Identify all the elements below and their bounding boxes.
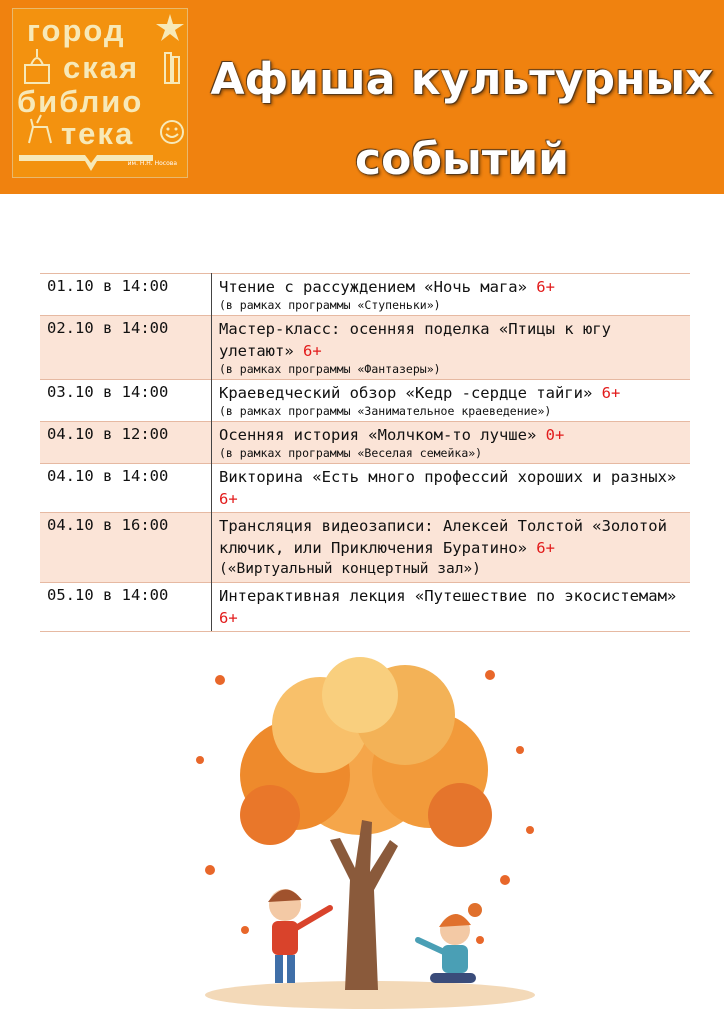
- event-date: 04.10 в 14:00: [40, 464, 212, 513]
- event-note: (в рамках программы «Веселая семейка»): [219, 446, 483, 460]
- logo-line-2: ская: [63, 50, 140, 85]
- event-cell: [212, 583, 691, 632]
- event-cell: [212, 380, 691, 422]
- event-title: Викторина «Есть много профессий хороших и разных»: [219, 468, 677, 486]
- event-title: Осенняя история «Молчком-то лучше»: [219, 426, 537, 444]
- table-row: [40, 464, 690, 513]
- logo-line-3: библио: [17, 84, 144, 119]
- event-cell: [212, 316, 691, 380]
- event-cell: [212, 464, 691, 513]
- table-row: [40, 380, 690, 422]
- age-rating: 6+: [303, 342, 322, 360]
- table-row: [40, 583, 690, 632]
- event-date: 02.10 в 14:00: [40, 316, 212, 380]
- logo-subtitle: им. Н.Н. Носова: [127, 160, 177, 167]
- table-row: [40, 274, 690, 316]
- age-rating: 6+: [536, 278, 555, 296]
- books-icon: [163, 49, 187, 85]
- event-cell: [212, 422, 691, 464]
- event-date: 01.10 в 14:00: [40, 274, 212, 316]
- event-note: («Виртуальный концертный зал»): [219, 561, 481, 577]
- deer-icon: [23, 113, 59, 147]
- church-icon: [17, 49, 57, 85]
- event-title: Чтение с рассуждением «Ночь мага»: [219, 278, 527, 296]
- autumn-tree-illustration: [190, 640, 550, 1020]
- event-title: Трансляция видеозаписи: Алексей Толстой «Золотой ключик, или Приключения Буратино»: [219, 517, 667, 557]
- age-rating: 6+: [601, 384, 621, 402]
- event-date: 03.10 в 14:00: [40, 380, 212, 422]
- event-note: (в рамках программы «Фантазеры»): [219, 362, 441, 376]
- event-cell: [212, 513, 691, 583]
- age-rating: 0+: [545, 426, 565, 444]
- event-note: (в рамках программы «Занимательное краеведение»): [219, 404, 552, 418]
- event-date: 04.10 в 12:00: [40, 422, 212, 464]
- smiley-icon: [159, 119, 185, 145]
- header-banner: [0, 0, 724, 194]
- girl-figure: [418, 903, 482, 983]
- table-row: [40, 422, 690, 464]
- library-logo: [12, 8, 188, 178]
- event-title: Интерактивная лекция «Путешествие по экосистемам»: [219, 587, 677, 605]
- star-icon: [155, 13, 185, 43]
- event-cell: [212, 274, 691, 316]
- logo-line-1: город: [27, 13, 126, 48]
- page-title-line-1: Афиша культурных: [210, 54, 714, 105]
- age-rating: 6+: [536, 539, 555, 557]
- event-title: Мастер-класс: осенняя поделка «Птицы к югу улетают»: [219, 320, 611, 360]
- event-title: Краеведческий обзор «Кедр -сердце тайги»: [219, 384, 593, 402]
- tree-canopy: [240, 657, 492, 847]
- event-note: (в рамках программы «Ступеньки»): [219, 298, 441, 312]
- logo-line-4: тека: [61, 116, 135, 151]
- boy-figure: [268, 889, 330, 983]
- age-rating: 6+: [219, 490, 238, 508]
- event-date: 05.10 в 14:00: [40, 583, 212, 632]
- page-title-line-2: событий: [355, 134, 569, 185]
- age-rating: 6+: [219, 609, 238, 627]
- table-row: [40, 316, 690, 380]
- table-row: [40, 513, 690, 583]
- events-table: [40, 273, 690, 632]
- event-date: 04.10 в 16:00: [40, 513, 212, 583]
- tree-trunk: [330, 820, 398, 990]
